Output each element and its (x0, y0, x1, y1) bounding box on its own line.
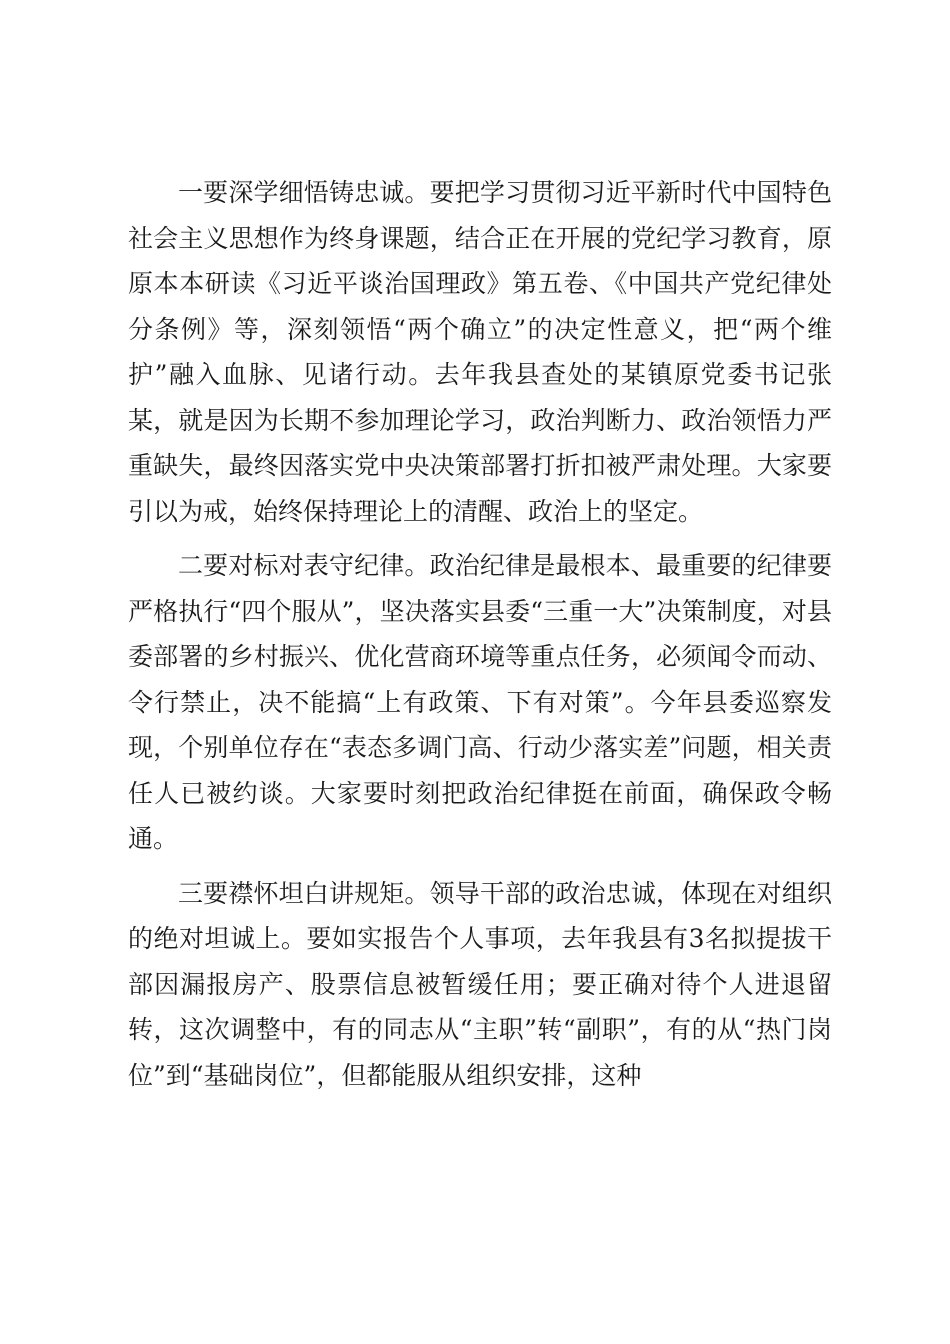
document-body (128, 170, 832, 1098)
paragraph-2: 二要对标对表守纪律。政治纪律是最根本、最重要的纪律要严格执行“四个服从”，坚决落实县委“三重一大”决策制度，对县委部署的乡村振兴、优化营商环境等重点任务，必须闻令而动、令行禁止，决不能搞“上有政策、下有对策”。今年县委巡察发现，个别单位存在“表态多调门高、行动少落实差”问题，相关责任人已被约谈。大家要时刻把政治纪律挺在前面，确保政令畅通。 (128, 551, 832, 853)
paragraph-3: 三要襟怀坦白讲规矩。领导干部的政治忠诚，体现在对组织的绝对坦诚上。要如实报告个人事项，去年我县有3名拟提拔干部因漏报房产、股票信息被暂缓任用；要正确对待个人进退留转，这次调整中，有的同志从“主职”转“副职”，有的从“热门岗位”到“基础岗位”，但都能服从组织安排，这种 (128, 878, 832, 1090)
paragraph-1: 一要深学细悟铸忠诚。要把学习贯彻习近平新时代中国特色社会主义思想作为终身课题，结合正在开展的党纪学习教育，原原本本研读《习近平谈治国理政》第五卷、《中国共产党纪律处分条例》等，深刻领悟“两个确立”的决定性意义，把“两个维护”融入血脉、见诸行动。去年我县查处的某镇原党委书记张某，就是因为长期不参加理论学习，政治判断力、政治领悟力严重缺失，最终因落实党中央决策部署打折扣被严肃处理。大家要引以为戒，始终保持理论上的清醒、政治上的坚定。 (128, 178, 832, 526)
